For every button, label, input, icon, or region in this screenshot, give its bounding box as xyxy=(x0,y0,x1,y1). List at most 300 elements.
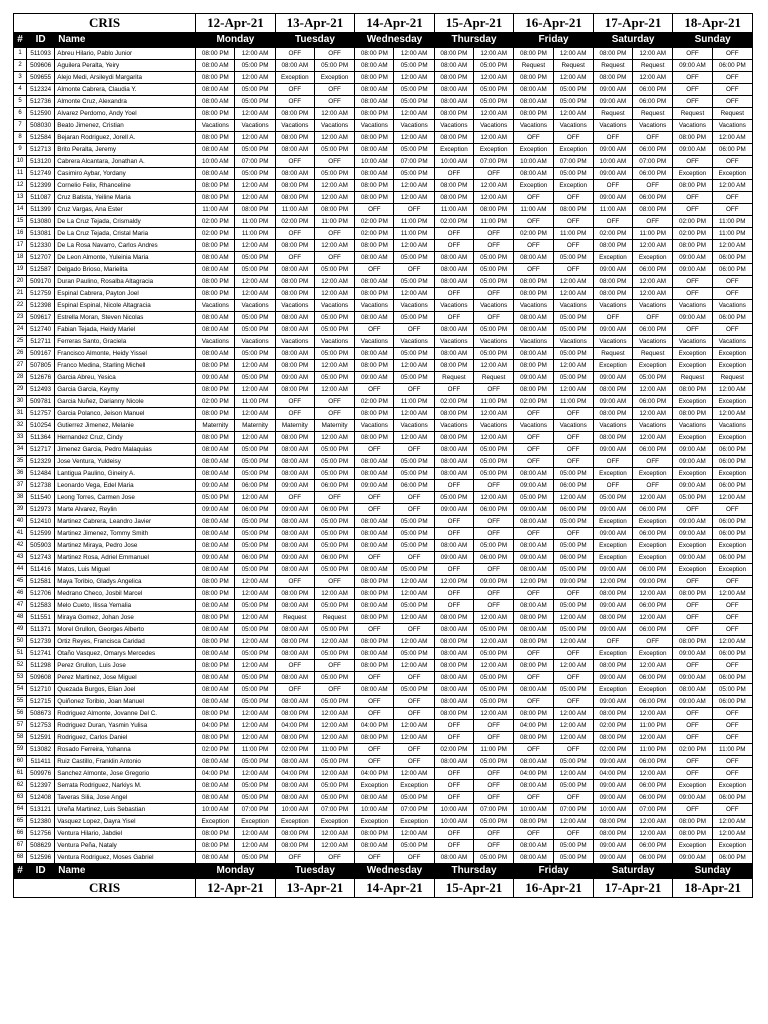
shift-start-cell: 09:00 AM xyxy=(593,444,632,456)
shift-end-cell: 05:00 PM xyxy=(314,756,354,768)
shift-start-cell: 09:00 AM xyxy=(593,624,632,636)
employee-id: 512380 xyxy=(27,816,55,828)
employee-name: Cruz Batista, Yeiline Maria xyxy=(55,192,196,204)
shift-end-cell: 12:00 AM xyxy=(633,732,673,744)
row-number: 16 xyxy=(14,228,27,240)
employee-name: Lantigua Paulino, Gineiry A. xyxy=(55,468,196,480)
shift-end-cell: 11:00 PM xyxy=(235,396,275,408)
employee-id: 511298 xyxy=(27,660,55,672)
shift-start-cell: 08:00 PM xyxy=(434,612,473,624)
shift-end-cell: 05:00 PM xyxy=(314,792,354,804)
shift-end-cell: Vacations xyxy=(712,300,752,312)
shift-start-cell: OFF xyxy=(673,156,712,168)
shift-end-cell: OFF xyxy=(712,324,752,336)
shift-end-cell: 06:00 PM xyxy=(712,552,752,564)
shift-end-cell: 05:00 PM xyxy=(394,456,434,468)
table-row xyxy=(14,804,753,816)
shift-end-cell: 07:00 PM xyxy=(474,804,514,816)
shift-end-cell: 07:00 PM xyxy=(394,804,434,816)
shift-end-cell: 12:00 AM xyxy=(394,360,434,372)
row-number: 45 xyxy=(14,576,27,588)
row-number: 62 xyxy=(14,780,27,792)
row-number: 11 xyxy=(14,168,27,180)
shift-start-cell: 08:00 AM xyxy=(196,528,235,540)
shift-start-cell: Maternity xyxy=(196,420,235,432)
shift-end-cell: 07:00 PM xyxy=(394,156,434,168)
shift-start-cell: OFF xyxy=(673,600,712,612)
shift-end-cell: 05:00 PM xyxy=(314,312,354,324)
column-header-name: Name xyxy=(55,33,196,48)
shift-end-cell: 05:00 PM xyxy=(235,456,275,468)
shift-start-cell: OFF xyxy=(593,216,632,228)
shift-start-cell: Vacations xyxy=(196,120,235,132)
shift-start-cell: OFF xyxy=(514,432,553,444)
shift-start-cell: 09:00 AM xyxy=(673,144,712,156)
day-header: Sunday xyxy=(673,33,753,48)
shift-start-cell: 10:00 AM xyxy=(514,156,553,168)
footer-days-row xyxy=(14,864,753,879)
shift-start-cell: 02:00 PM xyxy=(355,216,394,228)
shift-start-cell: 10:00 AM xyxy=(434,804,473,816)
shift-end-cell: 06:00 PM xyxy=(712,312,752,324)
shift-end-cell: 06:00 PM xyxy=(712,528,752,540)
employee-id: 512596 xyxy=(27,852,55,864)
shift-end-cell: 05:00 PM xyxy=(553,468,593,480)
employee-id: 513081 xyxy=(27,228,55,240)
shift-start-cell: 02:00 PM xyxy=(275,744,314,756)
shift-start-cell: 08:00 AM xyxy=(434,648,473,660)
row-number: 54 xyxy=(14,684,27,696)
shift-end-cell: OFF xyxy=(394,672,434,684)
shift-end-cell: 11:00 PM xyxy=(712,216,752,228)
shift-start-cell: OFF xyxy=(673,624,712,636)
shift-start-cell: OFF xyxy=(275,228,314,240)
shift-start-cell: 08:00 AM xyxy=(434,852,473,864)
shift-end-cell: 05:00 PM xyxy=(553,540,593,552)
row-number: 20 xyxy=(14,276,27,288)
shift-end-cell: OFF xyxy=(474,840,514,852)
shift-end-cell: 05:00 PM xyxy=(314,168,354,180)
shift-start-cell: Maternity xyxy=(275,420,314,432)
shift-end-cell: 12:00 AM xyxy=(474,708,514,720)
shift-start-cell: 08:00 PM xyxy=(275,828,314,840)
employee-id: 512587 xyxy=(27,264,55,276)
shift-end-cell: 12:00 AM xyxy=(394,588,434,600)
shift-end-cell: 05:00 PM xyxy=(553,168,593,180)
shift-end-cell: Exception xyxy=(712,360,752,372)
date-header: 13-Apr-21 xyxy=(275,14,355,33)
shift-end-cell: 12:00 AM xyxy=(633,660,673,672)
shift-start-cell: 08:00 PM xyxy=(275,240,314,252)
table-row xyxy=(14,828,753,840)
employee-id: 512410 xyxy=(27,516,55,528)
shift-end-cell: OFF xyxy=(712,768,752,780)
table-row xyxy=(14,144,753,156)
shift-start-cell: 08:00 AM xyxy=(434,348,473,360)
shift-start-cell: OFF xyxy=(514,192,553,204)
shift-start-cell: OFF xyxy=(673,324,712,336)
day-header: Sunday xyxy=(673,864,753,879)
shift-end-cell: 06:00 PM xyxy=(712,792,752,804)
shift-end-cell: 05:00 PM xyxy=(474,756,514,768)
shift-start-cell: 08:00 AM xyxy=(355,252,394,264)
shift-start-cell: 08:00 AM xyxy=(355,600,394,612)
shift-start-cell: OFF xyxy=(434,240,473,252)
shift-start-cell: 08:00 AM xyxy=(355,528,394,540)
shift-start-cell: 08:00 PM xyxy=(673,636,712,648)
employee-id: 512408 xyxy=(27,792,55,804)
table-row xyxy=(14,252,753,264)
employee-name: Brito Peralta, Jeremy xyxy=(55,144,196,156)
shift-end-cell: 12:00 AM xyxy=(712,408,752,420)
shift-start-cell: 08:00 PM xyxy=(196,828,235,840)
table-row xyxy=(14,840,753,852)
shift-start-cell: 08:00 AM xyxy=(355,456,394,468)
shift-start-cell: 02:00 PM xyxy=(355,396,394,408)
shift-end-cell: OFF xyxy=(553,432,593,444)
table-row xyxy=(14,60,753,72)
shift-start-cell: Exception xyxy=(673,348,712,360)
shift-end-cell: 05:00 PM xyxy=(474,816,514,828)
shift-start-cell: OFF xyxy=(514,828,553,840)
shift-start-cell: 09:00 AM xyxy=(196,552,235,564)
shift-end-cell: 12:00 AM xyxy=(633,828,673,840)
shift-end-cell: 05:00 PM xyxy=(235,672,275,684)
row-number: 3 xyxy=(14,72,27,84)
shift-end-cell: 06:00 PM xyxy=(712,252,752,264)
shift-end-cell: OFF xyxy=(394,384,434,396)
shift-start-cell: 08:00 PM xyxy=(196,288,235,300)
shift-start-cell: 08:00 AM xyxy=(355,468,394,480)
row-number: 65 xyxy=(14,816,27,828)
shift-start-cell: 08:00 PM xyxy=(673,180,712,192)
shift-start-cell: Vacations xyxy=(434,420,473,432)
shift-end-cell: 06:00 PM xyxy=(712,480,752,492)
employee-name: Perez Martinez, Jose Miguel xyxy=(55,672,196,684)
table-row xyxy=(14,576,753,588)
shift-start-cell: 08:00 AM xyxy=(355,840,394,852)
shift-start-cell: 08:00 AM xyxy=(434,84,473,96)
shift-start-cell: 08:00 AM xyxy=(514,324,553,336)
employee-id: 512739 xyxy=(27,636,55,648)
employee-name: Ventura Hilario, Jabdiel xyxy=(55,828,196,840)
shift-end-cell: 12:00 AM xyxy=(394,720,434,732)
shift-end-cell: 06:00 PM xyxy=(633,324,673,336)
shift-start-cell: OFF xyxy=(355,624,394,636)
employee-name: Cruz Vargas, Ana Ester xyxy=(55,204,196,216)
shift-start-cell: 08:00 AM xyxy=(196,624,235,636)
shift-end-cell: 05:00 PM xyxy=(553,312,593,324)
shift-end-cell: OFF xyxy=(314,84,354,96)
shift-end-cell: 07:00 PM xyxy=(633,156,673,168)
shift-end-cell: OFF xyxy=(474,588,514,600)
employee-id: 505903 xyxy=(27,540,55,552)
shift-start-cell: OFF xyxy=(275,252,314,264)
shift-end-cell: 05:00 PM xyxy=(474,684,514,696)
table-row xyxy=(14,504,753,516)
shift-start-cell: 08:00 PM xyxy=(355,828,394,840)
shift-end-cell: 05:00 PM xyxy=(235,852,275,864)
shift-start-cell: OFF xyxy=(275,492,314,504)
shift-start-cell: OFF xyxy=(514,672,553,684)
shift-start-cell: OFF xyxy=(275,156,314,168)
shift-end-cell: 05:00 PM xyxy=(394,600,434,612)
shift-end-cell: 11:00 PM xyxy=(314,744,354,756)
table-row xyxy=(14,96,753,108)
shift-end-cell: OFF xyxy=(712,48,752,60)
employee-id: 511087 xyxy=(27,192,55,204)
shift-end-cell: OFF xyxy=(314,252,354,264)
shift-start-cell: 08:00 AM xyxy=(355,60,394,72)
shift-end-cell: Vacations xyxy=(394,300,434,312)
row-number: 61 xyxy=(14,768,27,780)
day-header: Saturday xyxy=(593,864,673,879)
shift-end-cell: 05:00 PM xyxy=(474,852,514,864)
row-number: 56 xyxy=(14,708,27,720)
date-header: 15-Apr-21 xyxy=(434,879,514,898)
shift-start-cell: 08:00 PM xyxy=(514,612,553,624)
shift-start-cell: OFF xyxy=(275,408,314,420)
shift-end-cell: 05:00 PM xyxy=(394,792,434,804)
employee-name: Quezada Burgos, Elian Joel xyxy=(55,684,196,696)
shift-end-cell: 12:00 AM xyxy=(314,768,354,780)
shift-end-cell: OFF xyxy=(394,852,434,864)
shift-start-cell: 08:00 PM xyxy=(355,192,394,204)
shift-start-cell: Exception xyxy=(593,360,632,372)
shift-start-cell: 08:00 PM xyxy=(196,72,235,84)
employee-id: 511416 xyxy=(27,564,55,576)
shift-end-cell: 05:00 PM xyxy=(394,252,434,264)
table-row xyxy=(14,408,753,420)
table-row xyxy=(14,120,753,132)
shift-end-cell: 06:00 PM xyxy=(633,756,673,768)
table-row xyxy=(14,372,753,384)
shift-start-cell: Exception xyxy=(673,780,712,792)
table-row xyxy=(14,216,753,228)
shift-start-cell: 08:00 PM xyxy=(275,360,314,372)
shift-end-cell: Exception xyxy=(712,468,752,480)
shift-start-cell: 08:00 PM xyxy=(514,732,553,744)
shift-end-cell: Vacations xyxy=(633,336,673,348)
table-row xyxy=(14,696,753,708)
shift-start-cell: 09:00 AM xyxy=(355,480,394,492)
shift-start-cell: 09:00 AM xyxy=(593,264,632,276)
shift-end-cell: Vacations xyxy=(474,420,514,432)
employee-id: 512759 xyxy=(27,288,55,300)
shift-end-cell: 05:00 PM xyxy=(394,144,434,156)
shift-start-cell: OFF xyxy=(673,48,712,60)
shift-start-cell: 09:00 AM xyxy=(593,564,632,576)
employee-id: 512717 xyxy=(27,444,55,456)
shift-start-cell: 04:00 PM xyxy=(275,720,314,732)
day-header: Saturday xyxy=(593,33,673,48)
shift-start-cell: Exception xyxy=(196,816,235,828)
shift-start-cell: 09:00 AM xyxy=(275,504,314,516)
employee-name: Martinez Cabrera, Leandro Javier xyxy=(55,516,196,528)
shift-end-cell: 06:00 PM xyxy=(633,564,673,576)
shift-end-cell: 12:00 AM xyxy=(712,132,752,144)
shift-end-cell: 07:00 PM xyxy=(474,156,514,168)
shift-end-cell: OFF xyxy=(394,444,434,456)
shift-end-cell: 12:00 AM xyxy=(235,840,275,852)
shift-start-cell: 09:00 AM xyxy=(514,552,553,564)
employee-id: 507805 xyxy=(27,360,55,372)
shift-end-cell: 06:00 PM xyxy=(633,84,673,96)
shift-end-cell: OFF xyxy=(314,156,354,168)
shift-start-cell: 08:00 PM xyxy=(275,384,314,396)
shift-end-cell: 08:00 PM xyxy=(553,204,593,216)
shift-end-cell: 11:00 PM xyxy=(394,228,434,240)
shift-end-cell: Request xyxy=(553,60,593,72)
row-number: 23 xyxy=(14,312,27,324)
shift-end-cell: 06:00 PM xyxy=(553,552,593,564)
shift-start-cell: 09:00 AM xyxy=(673,252,712,264)
shift-end-cell: Vacations xyxy=(394,120,434,132)
shift-start-cell: 08:00 AM xyxy=(514,780,553,792)
employee-id: 512493 xyxy=(27,384,55,396)
shift-start-cell: Exception xyxy=(673,540,712,552)
shift-end-cell: 05:00 PM xyxy=(553,852,593,864)
shift-end-cell: Exception xyxy=(235,816,275,828)
shift-end-cell: 12:00 AM xyxy=(235,192,275,204)
shift-end-cell: 12:00 AM xyxy=(394,288,434,300)
row-number: 41 xyxy=(14,528,27,540)
shift-start-cell: Vacations xyxy=(514,336,553,348)
shift-start-cell: 08:00 AM xyxy=(196,600,235,612)
shift-end-cell: 12:00 AM xyxy=(712,180,752,192)
shift-start-cell: OFF xyxy=(275,96,314,108)
shift-start-cell: Vacations xyxy=(196,300,235,312)
shift-start-cell: 08:00 AM xyxy=(355,684,394,696)
shift-start-cell: OFF xyxy=(434,828,473,840)
shift-start-cell: 08:00 PM xyxy=(434,360,473,372)
schedule-table xyxy=(13,13,753,898)
shift-start-cell: Exception xyxy=(673,468,712,480)
shift-end-cell: 12:00 AM xyxy=(235,636,275,648)
shift-end-cell: 12:00 AM xyxy=(314,180,354,192)
shift-start-cell: 08:00 PM xyxy=(275,288,314,300)
shift-start-cell: OFF xyxy=(434,768,473,780)
shift-start-cell: Request xyxy=(593,108,632,120)
shift-end-cell: 05:00 PM xyxy=(235,444,275,456)
shift-end-cell: 12:00 AM xyxy=(474,660,514,672)
shift-end-cell: OFF xyxy=(553,192,593,204)
table-row xyxy=(14,600,753,612)
shift-end-cell: OFF xyxy=(394,744,434,756)
shift-end-cell: 05:00 PM xyxy=(474,276,514,288)
shift-end-cell: 11:00 PM xyxy=(474,216,514,228)
row-number: 42 xyxy=(14,540,27,552)
shift-end-cell: 05:00 PM xyxy=(235,144,275,156)
shift-end-cell: OFF xyxy=(474,600,514,612)
shift-start-cell: 04:00 PM xyxy=(514,720,553,732)
shift-end-cell: 07:00 PM xyxy=(314,804,354,816)
shift-end-cell: 05:00 PM xyxy=(553,252,593,264)
employee-name: Taveras Silia, Jose Angel xyxy=(55,792,196,804)
shift-start-cell: OFF xyxy=(434,564,473,576)
shift-start-cell: 08:00 PM xyxy=(355,132,394,144)
shift-start-cell: 08:00 AM xyxy=(196,696,235,708)
shift-start-cell: Exception xyxy=(593,468,632,480)
shift-start-cell: 08:00 PM xyxy=(355,732,394,744)
shift-end-cell: 05:00 PM xyxy=(394,684,434,696)
shift-start-cell: 08:00 AM xyxy=(355,564,394,576)
shift-end-cell: 12:00 AM xyxy=(394,768,434,780)
employee-name: Martinez Miraya, Pedro Jose xyxy=(55,540,196,552)
shift-start-cell: 08:00 AM xyxy=(196,672,235,684)
shift-start-cell: Vacations xyxy=(673,420,712,432)
shift-end-cell: Request xyxy=(474,372,514,384)
shift-start-cell: Exception xyxy=(673,564,712,576)
shift-end-cell: 11:00 PM xyxy=(235,216,275,228)
shift-start-cell: 08:00 PM xyxy=(434,108,473,120)
table-row xyxy=(14,480,753,492)
shift-start-cell: 09:00 AM xyxy=(673,792,712,804)
shift-start-cell: 08:00 PM xyxy=(196,192,235,204)
shift-start-cell: 08:00 PM xyxy=(196,276,235,288)
shift-end-cell: 05:00 PM xyxy=(314,372,354,384)
shift-start-cell: Exception xyxy=(593,648,632,660)
shift-start-cell: 05:00 PM xyxy=(196,492,235,504)
table-row xyxy=(14,444,753,456)
shift-end-cell: 06:00 PM xyxy=(633,852,673,864)
shift-end-cell: 12:00 AM xyxy=(553,612,593,624)
shift-end-cell: 05:00 PM xyxy=(394,648,434,660)
shift-start-cell: 08:00 PM xyxy=(355,432,394,444)
shift-start-cell: OFF xyxy=(275,852,314,864)
shift-end-cell: 11:00 PM xyxy=(314,216,354,228)
row-number: 24 xyxy=(14,324,27,336)
row-number: 29 xyxy=(14,384,27,396)
shift-end-cell: 12:00 AM xyxy=(314,588,354,600)
shift-start-cell: 08:00 AM xyxy=(434,264,473,276)
shift-start-cell: 11:00 AM xyxy=(434,204,473,216)
employee-id: 512743 xyxy=(27,552,55,564)
row-number: 52 xyxy=(14,660,27,672)
shift-end-cell: 11:00 PM xyxy=(633,228,673,240)
shift-end-cell: OFF xyxy=(633,216,673,228)
shift-start-cell: 09:00 AM xyxy=(514,372,553,384)
shift-start-cell: 08:00 PM xyxy=(514,384,553,396)
shift-end-cell: OFF xyxy=(712,192,752,204)
employee-id: 513121 xyxy=(27,804,55,816)
row-number: 7 xyxy=(14,120,27,132)
shift-end-cell: 12:00 AM xyxy=(394,108,434,120)
shift-start-cell: 08:00 PM xyxy=(514,636,553,648)
row-number: 47 xyxy=(14,600,27,612)
shift-start-cell: Exception xyxy=(355,816,394,828)
shift-end-cell: 06:00 PM xyxy=(633,396,673,408)
shift-end-cell: OFF xyxy=(394,624,434,636)
shift-start-cell: 04:00 PM xyxy=(355,768,394,780)
date-header: 13-Apr-21 xyxy=(275,879,355,898)
shift-end-cell: 12:00 AM xyxy=(553,708,593,720)
shift-end-cell: Exception xyxy=(712,348,752,360)
shift-start-cell: OFF xyxy=(434,600,473,612)
shift-start-cell: 09:00 AM xyxy=(673,648,712,660)
shift-end-cell: 12:00 AM xyxy=(394,408,434,420)
shift-start-cell: 08:00 AM xyxy=(355,168,394,180)
employee-id: 512756 xyxy=(27,828,55,840)
table-row xyxy=(14,720,753,732)
employee-name: Estrella Moran, Steven Nicolas xyxy=(55,312,196,324)
shift-end-cell: 05:00 PM xyxy=(314,672,354,684)
shift-end-cell: 06:00 PM xyxy=(633,96,673,108)
shift-start-cell: Exception xyxy=(275,72,314,84)
shift-start-cell: 08:00 PM xyxy=(434,72,473,84)
shift-end-cell: OFF xyxy=(712,276,752,288)
shift-start-cell: Request xyxy=(593,60,632,72)
